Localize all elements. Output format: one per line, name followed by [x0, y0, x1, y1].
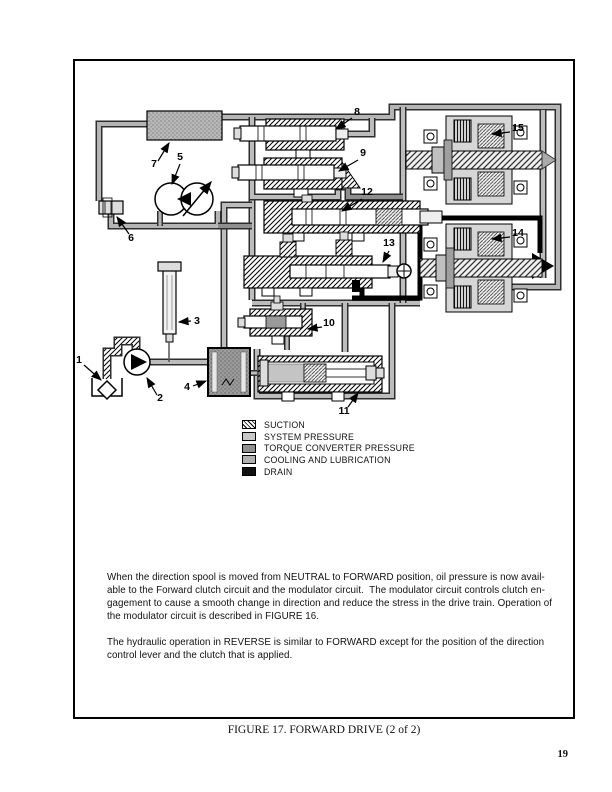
callout-label: 6 — [128, 232, 134, 244]
oil-cooler — [147, 111, 222, 140]
legend-item-drain — [242, 466, 415, 478]
body-line: When the direction spool is moved from NEUTRAL to FORWARD position, oil pressure is now avail- — [107, 572, 545, 583]
body-line: able to the Forward clutch circuit and the modulator circuit. The modulator circuit controls clutch en- — [107, 585, 545, 597]
callout-label: 11 — [338, 405, 350, 417]
charging-pump — [124, 349, 150, 375]
callout-label: 15 — [512, 122, 524, 134]
legend — [242, 419, 415, 477]
legend-item-cooling-lubrication — [242, 454, 415, 466]
legend-item-suction — [242, 419, 415, 431]
forward-clutch-assembly-15 — [406, 116, 556, 204]
cooling-lubrication-swatch-icon — [242, 455, 256, 464]
suction-strainer — [92, 378, 122, 399]
callout-label: 10 — [323, 317, 335, 329]
callout-label: 9 — [360, 147, 366, 159]
callout-label: 7 — [151, 158, 157, 170]
paragraph-1 — [107, 571, 553, 623]
oil-filter-box — [208, 348, 250, 396]
paragraph-2 — [107, 636, 545, 662]
torque-converter-pressure-swatch-icon — [242, 444, 256, 453]
body-line: gagement to cause a smooth change in direction and reduce the stress in the drive train. Operation of — [107, 598, 553, 610]
legend-label: SYSTEM PRESSURE — [264, 431, 355, 442]
suction-swatch-icon — [242, 420, 256, 429]
legend-item-torque-converter-pressure — [242, 442, 415, 454]
callout-label: 1 — [76, 354, 82, 366]
relief-valve-tube — [158, 262, 181, 362]
callout-label: 13 — [383, 237, 395, 249]
page-number: 19 — [557, 749, 568, 760]
torque-converter-symbol — [155, 182, 213, 216]
callout-label: 4 — [184, 381, 190, 393]
callout-label: 12 — [361, 186, 373, 198]
system-pressure-swatch-icon — [242, 432, 256, 441]
callout-label: 2 — [157, 392, 163, 404]
figure-caption: FIGURE 17. FORWARD DRIVE (2 of 2) — [227, 724, 421, 736]
body-line: The hydraulic operation in REVERSE is similar to FORWARD except for the position of the direction — [107, 637, 545, 649]
callout-label: 3 — [194, 315, 200, 327]
body-line: control lever and the clutch that is applied. — [107, 650, 293, 662]
callout-label: 14 — [512, 227, 524, 239]
fitting — [99, 198, 123, 217]
body-line: the modulator circuit is described in FIGURE 16. — [107, 611, 320, 623]
drain-swatch-icon — [242, 467, 256, 476]
legend-item-system-pressure — [242, 431, 415, 443]
legend-label: SUCTION — [264, 419, 305, 430]
body-text — [107, 571, 553, 663]
callout-label: 5 — [177, 151, 183, 163]
legend-label: COOLING AND LUBRICATION — [264, 454, 391, 465]
legend-label: TORQUE CONVERTER PRESSURE — [264, 443, 415, 454]
legend-label: DRAIN — [264, 466, 293, 477]
callout-label: 8 — [354, 106, 360, 118]
